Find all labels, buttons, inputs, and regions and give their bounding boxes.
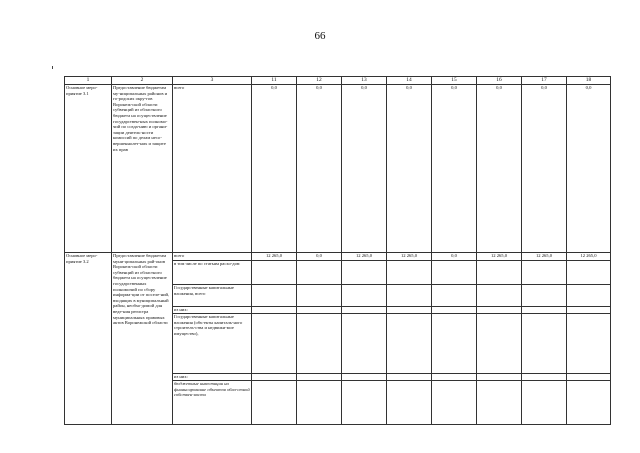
value-cell	[567, 261, 611, 285]
value-cell	[477, 314, 522, 374]
value-cell	[342, 285, 387, 307]
value-cell	[387, 381, 432, 425]
value-cell	[387, 285, 432, 307]
header-cell: 14	[387, 77, 432, 85]
value-cell: 0,0	[252, 85, 297, 253]
funding-source-cell: Государственные капитальные вложения (объ-екты капиталь-ного строитель-ства и недвижи-мое имущество),	[173, 314, 252, 374]
value-cell: 12 265,0	[252, 253, 297, 261]
value-cell: 0,0	[297, 85, 342, 253]
value-cell: 12 265,0	[342, 253, 387, 261]
value-cell	[477, 381, 522, 425]
value-cell	[522, 374, 567, 381]
value-cell	[522, 285, 567, 307]
value-cell	[297, 314, 342, 374]
budget-table	[64, 76, 611, 425]
header-cell: 16	[477, 77, 522, 85]
header-cell: 11	[252, 77, 297, 85]
value-cell	[432, 307, 477, 314]
header-cell: 1	[65, 77, 112, 85]
value-cell	[387, 261, 432, 285]
funding-source-cell: в том числе по статьям расхо-дов:	[173, 261, 252, 285]
value-cell	[342, 307, 387, 314]
value-cell	[252, 285, 297, 307]
event-description-cell: Предоставление бюджетам му-ниципальных районов и го-родских окру-гов Воронеж-ской области субвенций из областного бюджета на осуществление государствен-ных полномо-чий по созда-нию и органи-зации деятель-ности комиссий по делам несо-вершеннолет-них и защите их прав	[112, 85, 173, 253]
value-cell: 0,0	[432, 253, 477, 261]
value-cell	[297, 285, 342, 307]
value-cell	[432, 261, 477, 285]
value-cell	[477, 285, 522, 307]
table-row	[65, 253, 611, 261]
value-cell	[387, 307, 432, 314]
header-cell: 17	[522, 77, 567, 85]
value-cell	[297, 261, 342, 285]
funding-source-cell: всего	[173, 85, 252, 253]
value-cell	[567, 314, 611, 374]
value-cell	[522, 307, 567, 314]
value-cell	[342, 381, 387, 425]
header-cell: 15	[432, 77, 477, 85]
value-cell: 0,0	[567, 85, 611, 253]
header-cell: 2	[112, 77, 173, 85]
value-cell: 0,0	[477, 85, 522, 253]
value-cell	[567, 285, 611, 307]
page-number: 66	[314, 30, 326, 42]
table-row	[65, 85, 611, 253]
value-cell: 12 265,0	[567, 253, 611, 261]
header-row	[65, 77, 611, 85]
value-cell	[432, 314, 477, 374]
value-cell	[252, 261, 297, 285]
value-cell	[387, 314, 432, 374]
value-cell	[522, 261, 567, 285]
header-cell: 13	[342, 77, 387, 85]
value-cell: 0,0	[297, 253, 342, 261]
value-cell	[477, 261, 522, 285]
event-name-cell: Основное меро-приятие 3.2	[65, 253, 112, 425]
value-cell	[432, 285, 477, 307]
value-cell	[477, 374, 522, 381]
value-cell: 0,0	[522, 85, 567, 253]
value-cell: 12 265,0	[522, 253, 567, 261]
value-cell	[567, 307, 611, 314]
value-cell	[387, 374, 432, 381]
value-cell	[432, 381, 477, 425]
value-cell	[342, 261, 387, 285]
value-cell: 12 265,0	[477, 253, 522, 261]
header-cell: 12	[297, 77, 342, 85]
value-cell	[522, 381, 567, 425]
value-cell	[567, 381, 611, 425]
header-cell: 18	[567, 77, 611, 85]
value-cell: 0,0	[387, 85, 432, 253]
event-name-cell: Основное меро-приятие 3.1	[65, 85, 112, 253]
header-cell: 3	[173, 77, 252, 85]
margin-mark	[52, 66, 53, 69]
event-description-cell: Предоставление бюджетам муни-ципальных рай-онов Воронеж-ской области субвенций из областного бюджета на осуществление государственных полномочий по сбору информа-ции от поселе-ний, входящих в муниципальный район, необхо-димой для веде-ния регистра муниципальных правовых актов Воронежской области	[112, 253, 173, 425]
value-cell	[432, 374, 477, 381]
value-cell	[252, 307, 297, 314]
funding-source-cell: всего	[173, 253, 252, 261]
value-cell	[477, 307, 522, 314]
value-cell	[342, 374, 387, 381]
value-cell	[297, 307, 342, 314]
value-cell	[342, 314, 387, 374]
value-cell	[567, 374, 611, 381]
value-cell	[252, 314, 297, 374]
value-cell	[252, 381, 297, 425]
value-cell: 12 265,0	[387, 253, 432, 261]
funding-source-cell: бюджетные инвестиции на финансирование объектов обла-стной собствен-ности	[173, 381, 252, 425]
funding-source-cell: из них:	[173, 307, 252, 314]
value-cell	[297, 381, 342, 425]
value-cell: 0,0	[342, 85, 387, 253]
value-cell	[522, 314, 567, 374]
funding-source-cell: из них:	[173, 374, 252, 381]
value-cell	[297, 374, 342, 381]
value-cell: 0,0	[432, 85, 477, 253]
funding-source-cell: Государственные капитальные вложения, всего	[173, 285, 252, 307]
value-cell	[252, 374, 297, 381]
